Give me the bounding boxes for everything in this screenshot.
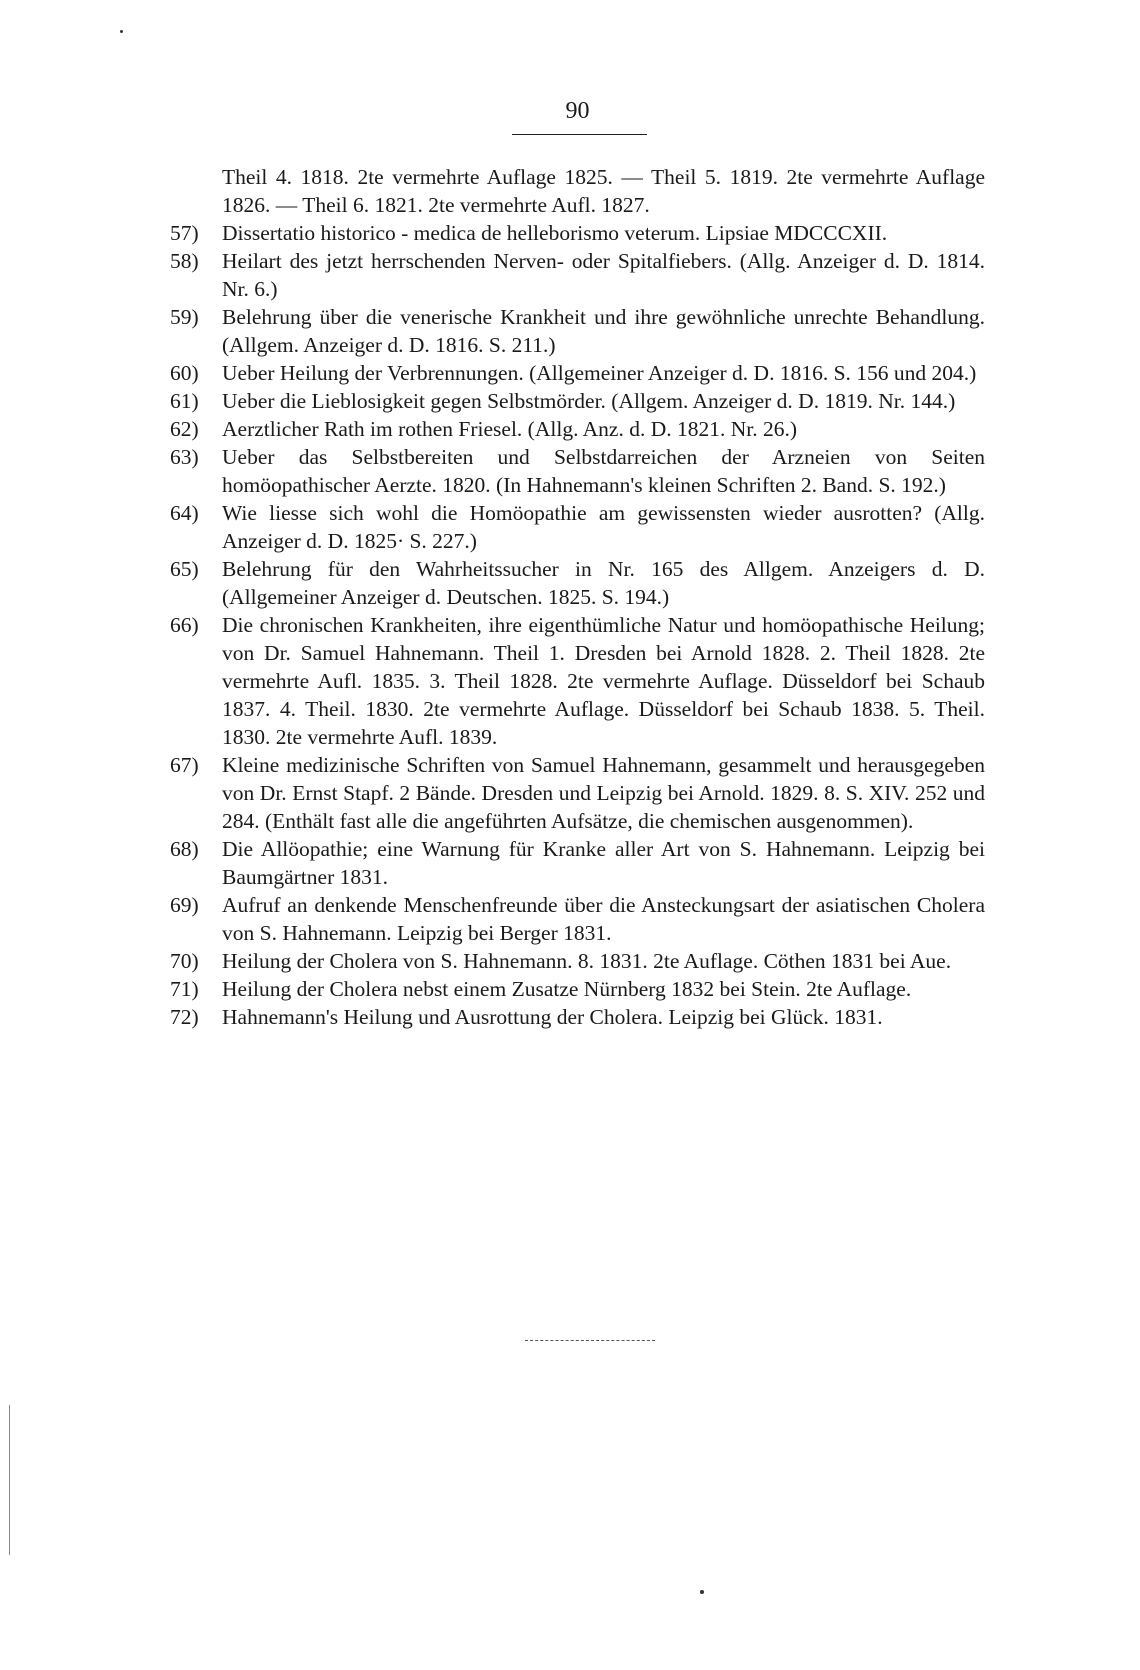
entry-number: 60) xyxy=(170,361,199,385)
entry-text: Aerztlicher Rath im rothen Friesel. (Allg. Anz. d. D. 1821. Nr. 26.) xyxy=(222,417,798,441)
entry-text: Belehrung für den Wahrheitssucher in Nr. 165 des Allgem. Anzeigers d. D. (Allgemeiner Anzeiger d. Deutschen. 1825. S. 194.) xyxy=(222,557,985,609)
entry-text: Heilart des jetzt herrschenden Nerven- oder Spitalfiebers. (Allg. Anzeiger d. D. 1814. Nr. 6.) xyxy=(222,249,985,301)
entry-number: 58) xyxy=(170,249,199,273)
entry-text: Die chronischen Krankheiten, ihre eigenthümliche Natur und homöopathische Heilung; von Dr. Samuel Hahnemann. Theil 1. Dresden bei Arnold 1828. 2. Theil 1828. 2te vermehrte Aufl. 1835. 3. Theil 1828. 2te vermehrte Auflage. Düsseldorf bei Schaub 1837. 4. Theil. 1830. 2te vermehrte Auflage. Düsseldorf bei Schaub 1838. 5. Theil. 1830. 2te vermehrte Aufl. 1839. xyxy=(222,613,985,749)
entry-number: 71) xyxy=(170,977,199,1001)
list-item xyxy=(170,947,985,975)
entry-text: Wie liesse sich wohl die Homöopathie am gewissensten wieder ausrotten? (Allg. Anzeiger d. D. 1825· S. 227.) xyxy=(222,501,985,553)
entry-number: 62) xyxy=(170,417,199,441)
end-of-section-rule xyxy=(525,1340,655,1341)
list-item xyxy=(170,751,985,835)
entry-number: 63) xyxy=(170,445,199,469)
entry-number: 64) xyxy=(170,501,199,525)
entry-text: Dissertatio historico - medica de helleborismo veterum. Lipsiae MDCCCXII. xyxy=(222,221,888,245)
entry-number: 67) xyxy=(170,753,199,777)
scan-edge-line xyxy=(9,1405,10,1555)
entry-text: Kleine medizinische Schriften von Samuel Hahnemann, gesammelt und herausgegeben von Dr. Ernst Stapf. 2 Bände. Dresden und Leipzig bei Arnold. 1829. 8. S. XIV. 252 und 284. (Enthält fast alle die angeführten Aufsätze, die chemischen ausgenommen). xyxy=(222,753,985,833)
entry-number: 68) xyxy=(170,837,199,861)
entry-text: Heilung der Cholera von S. Hahnemann. 8. 1831. 2te Auflage. Cöthen 1831 bei Aue. xyxy=(222,949,952,973)
entry-number: 69) xyxy=(170,893,199,917)
entry-number: 66) xyxy=(170,613,199,637)
entry-number: 57) xyxy=(170,221,199,245)
print-speck xyxy=(120,30,123,33)
continuation-text: Theil 4. 1818. 2te vermehrte Auflage 1825. — Theil 5. 1819. 2te vermehrte Auflage 1826. — Theil 6. 1821. 2te vermehrte Aufl. 1827. xyxy=(222,165,985,217)
entry-text: Ueber die Lieblosigkeit gegen Selbstmörder. (Allgem. Anzeiger d. D. 1819. Nr. 144.) xyxy=(222,389,956,413)
list-item xyxy=(170,835,985,891)
list-item xyxy=(170,891,985,947)
entry-text: Heilung der Cholera nebst einem Zusatze Nürnberg 1832 bei Stein. 2te Auflage. xyxy=(222,977,912,1001)
bibliography-list xyxy=(170,163,985,1031)
print-speck xyxy=(700,1590,704,1594)
list-item xyxy=(170,303,985,359)
page-number: 90 xyxy=(565,98,590,124)
entry-number: 72) xyxy=(170,1005,199,1029)
list-item xyxy=(170,1003,985,1031)
list-item xyxy=(170,387,985,415)
entry-text: Ueber das Selbstbereiten und Selbstdarreichen der Arzneien von Seiten homöopathischer Aerzte. 1820. (In Hahnemann's kleinen Schriften 2. Band. S. 192.) xyxy=(222,445,985,497)
list-item xyxy=(170,415,985,443)
list-item xyxy=(170,219,985,247)
entry-text: Die Allöopathie; eine Warnung für Kranke aller Art von S. Hahnemann. Leipzig bei Baumgärtner 1831. xyxy=(222,837,985,889)
entry-text: Belehrung über die venerische Krankheit und ihre gewöhnliche unrechte Behandlung. (Allgem. Anzeiger d. D. 1816. S. 211.) xyxy=(222,305,985,357)
list-item xyxy=(170,247,985,303)
entry-number: 65) xyxy=(170,557,199,581)
entry-text: Aufruf an denkende Menschenfreunde über die Ansteckungsart der asiatischen Cholera von S. Hahnemann. Leipzig bei Berger 1831. xyxy=(222,893,985,945)
list-item xyxy=(170,359,985,387)
list-item xyxy=(170,975,985,1003)
list-item xyxy=(170,555,985,611)
page-number-rule xyxy=(512,134,647,135)
list-item xyxy=(170,443,985,499)
entry-number: 61) xyxy=(170,389,199,413)
list-item xyxy=(170,611,985,751)
entry-text: Ueber Heilung der Verbrennungen. (Allgemeiner Anzeiger d. D. 1816. S. 156 und 204.) xyxy=(222,361,977,385)
entry-number: 59) xyxy=(170,305,199,329)
entry-number: 70) xyxy=(170,949,199,973)
list-item xyxy=(170,499,985,555)
entry-text: Hahnemann's Heilung und Ausrottung der Cholera. Leipzig bei Glück. 1831. xyxy=(222,1005,883,1029)
